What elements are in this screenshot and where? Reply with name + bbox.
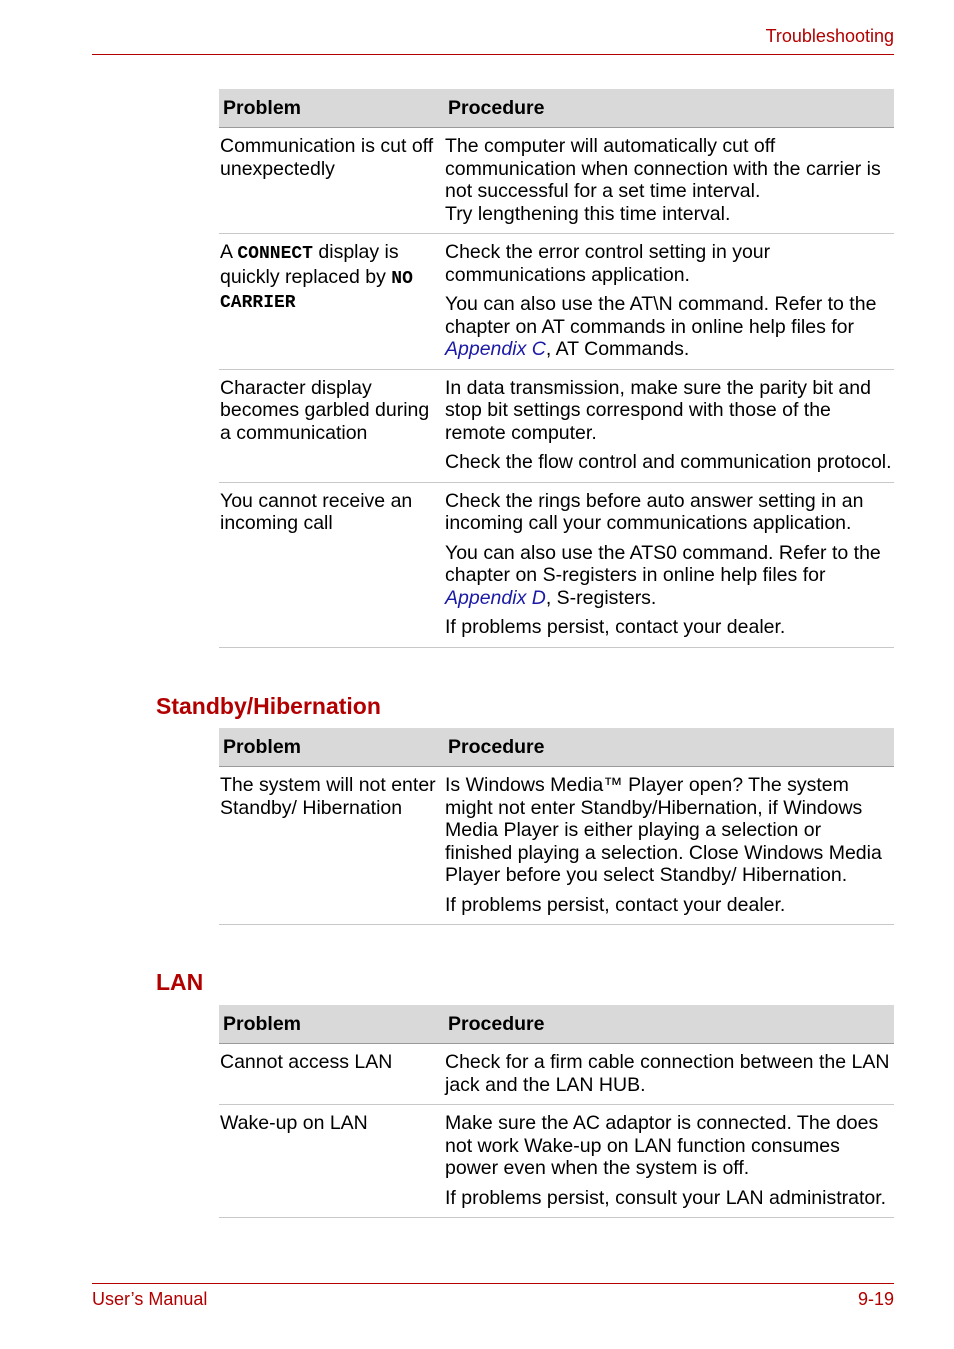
troubleshooting-table-standby: [219, 728, 894, 925]
column-header-problem: Problem: [219, 728, 444, 767]
problem-cell: [219, 128, 444, 234]
problem-cell: [219, 1044, 444, 1105]
table-row: [219, 767, 894, 925]
procedure-text: Check for a firm cable connection between the LAN jack and the LAN HUB.: [445, 1051, 890, 1096]
procedure-text: If problems persist, consult your LAN administrator.: [445, 1186, 887, 1209]
section-heading-standby: Standby/Hibernation: [156, 693, 381, 719]
table-row: [219, 369, 894, 482]
troubleshooting-table-lan: [219, 1005, 894, 1218]
problem-text: Cannot access LAN: [220, 1051, 393, 1073]
procedure-text: , S-registers.: [545, 586, 657, 609]
table-row: [219, 482, 894, 647]
problem-text: display is quickly replaced by: [220, 241, 399, 288]
table-header-row: [219, 89, 894, 128]
procedure-text: Make sure the AC adaptor is connected. The does not work Wake-up on LAN function consumes power even when the system is off.: [445, 1112, 879, 1179]
column-header-problem: Problem: [219, 1005, 444, 1044]
footer-manual-title: User’s Manual: [92, 1289, 208, 1309]
problem-cell: [219, 767, 444, 925]
problem-text: The system will not enter Standby/ Hibernation: [220, 774, 436, 819]
column-header-procedure: Procedure: [444, 1005, 894, 1044]
procedure-cell: [444, 128, 894, 234]
procedure-text: If problems persist, contact your dealer.: [445, 893, 786, 916]
procedure-text: Check the rings before auto answer setting in an incoming call your communications application.: [445, 489, 864, 534]
appendix-c-link[interactable]: Appendix C: [445, 338, 546, 360]
appendix-d-link[interactable]: Appendix D: [445, 586, 546, 609]
header-rule: [92, 54, 894, 55]
section-heading-lan: LAN: [156, 969, 204, 995]
problem-cell: [219, 482, 444, 647]
table-row: [219, 1044, 894, 1105]
procedure-text: You can also use the ATS0 command. Refer to the chapter on S-registers in online help files for: [445, 541, 881, 586]
problem-text: You cannot receive an incoming call: [220, 489, 413, 534]
column-header-procedure: Procedure: [444, 89, 894, 128]
procedure-cell: [444, 1044, 894, 1105]
problem-text: Communication is cut off unexpectedly: [220, 135, 434, 180]
troubleshooting-table-communication: [219, 89, 894, 648]
procedure-text: In data transmission, make sure the parity bit and stop bit settings correspond with those of the remote computer.: [445, 376, 871, 444]
procedure-text: If problems persist, contact your dealer.: [445, 616, 786, 638]
page-number: 9-19: [857, 1289, 894, 1309]
procedure-text: Check the error control setting in your communications application.: [445, 241, 771, 286]
procedure-text: Try lengthening this time interval.: [445, 202, 731, 225]
table-row: [219, 128, 894, 234]
problem-text: Wake-up on LAN: [220, 1112, 368, 1134]
procedure-paragraph: [445, 293, 892, 361]
problem-cell: [219, 234, 444, 370]
procedure-cell: [444, 369, 894, 482]
header-title: Troubleshooting: [765, 26, 894, 46]
procedure-text: Is Windows Media™ Player open? The system might not enter Standby/Hibernation, if Windows Media Player is either playing a selection or finished playing a selection. Close Windows Media Player before you select Standby/ Hibernation.: [445, 774, 882, 886]
procedure-text: You can also use the AT\N command. Refer to the chapter on AT commands in online help files for: [445, 293, 877, 338]
code-no-carrier: NO CARRIER: [220, 268, 413, 313]
procedure-cell: [444, 1105, 894, 1218]
procedure-paragraph: [445, 542, 892, 610]
footer-rule: [92, 1283, 894, 1284]
column-header-problem: Problem: [219, 89, 444, 128]
table-row: [219, 234, 894, 370]
problem-text: A: [220, 241, 238, 263]
problem-cell: [219, 1105, 444, 1218]
procedure-text: , AT Commands.: [545, 338, 690, 360]
procedure-text: Check the flow control and communication protocol.: [445, 451, 892, 473]
procedure-cell: [444, 767, 894, 925]
procedure-cell: [444, 482, 894, 647]
problem-text: Character display becomes garbled during a communication: [220, 376, 430, 444]
procedure-text: The computer will automatically cut off communication when connection with the carrier is not successful for a set time interval.: [445, 135, 881, 202]
procedure-cell: [444, 234, 894, 370]
table-header-row: [219, 728, 894, 767]
column-header-procedure: Procedure: [444, 728, 894, 767]
table-row: [219, 1105, 894, 1218]
code-connect: CONNECT: [237, 244, 313, 264]
problem-cell: [219, 369, 444, 482]
table-header-row: [219, 1005, 894, 1044]
